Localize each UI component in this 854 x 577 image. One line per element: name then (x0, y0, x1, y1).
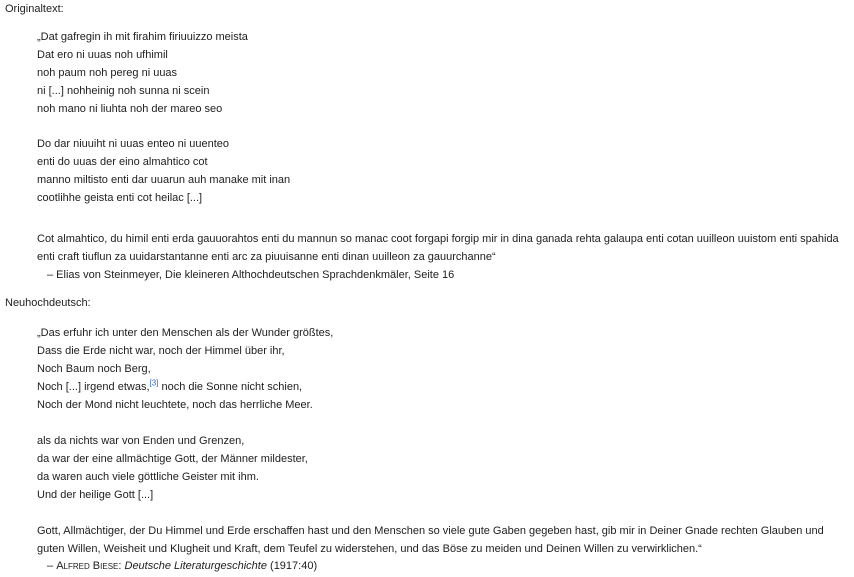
original-stanza-2 (37, 135, 290, 207)
poem-line: enti do uuas der eino almahtico cot (37, 156, 208, 168)
modern-prose: Gott, Allmächtiger, der Du Himmel und Erde erschaffen hast und den Menschen so viele gute Gaben gegeben hast, gib mir in Deiner Gnade rechten Glauben und guten Willen, Weisheit und Klugheit und Kraft, dem Teufel zu widerstehen, und das Böse zu meiden und Deinen Willen zu verwirklichen.“ (37, 525, 824, 555)
attribution-author: Alfred Biese (56, 560, 119, 572)
poem-line: da waren auch viele göttliche Geister mit ihm. (37, 471, 259, 483)
poem-line (37, 378, 333, 396)
poem-line: cootlihhe geista enti cot heilac [...] (37, 192, 203, 204)
modern-stanza-2 (37, 432, 308, 504)
attribution-dash: – (47, 560, 57, 572)
attribution-title: Deutsche Literaturgeschichte (124, 560, 267, 572)
poem-line: noh paum noh pereg ni uuas (37, 67, 178, 79)
poem-line: Noch der Mond nicht leuchtete, noch das herrliche Meer. (37, 399, 313, 411)
poem-line: Dass die Erde nicht war, noch der Himmel über ihr, (37, 345, 285, 357)
poem-line: Und der heilige Gott [...] (37, 489, 154, 501)
poem-line: Do dar niuuiht ni uuas enteo ni uuenteo (37, 138, 230, 150)
original-attribution: – Elias von Steinmeyer, Die kleineren Althochdeutschen Sprachdenkmäler, Seite 16 (47, 269, 455, 281)
poem-line: Dat ero ni uuas noh ufhimil (37, 49, 168, 61)
original-prose: Cot almahtico, du himil enti erda gauuorahtos enti du mannun so manac coot forgapi forgip mir in dina ganada rehta galaupa enti cotan uuilleon uuistom enti spahida enti craft tiuflun za uuidarstantanne enti arc za piuuisanne enti dinan uuilleon za gauurchanne“ (37, 233, 839, 263)
attribution-separator: : (118, 560, 125, 572)
heading-originaltext: Originaltext: (5, 3, 64, 15)
attribution-year: (1917:40) (266, 560, 318, 572)
poem-line: da war der eine allmächtige Gott, der Männer mildester, (37, 453, 308, 465)
poem-line: „Das erfuhr ich unter den Menschen als der Wunder größtes, (37, 327, 334, 339)
poem-line: ni [...] nohheinig noh sunna ni scein (37, 85, 210, 97)
footnote-link[interactable]: [3] (149, 378, 159, 388)
modern-attribution (47, 557, 317, 575)
heading-neuhochdeutsch: Neuhochdeutsch: (5, 297, 91, 309)
poem-line: als da nichts war von Enden und Grenzen, (37, 435, 245, 447)
poem-line: noh mano ni liuhta noh der mareo seo (37, 103, 223, 115)
poem-line: manno miltisto enti dar uuarun auh manake mit inan (37, 174, 291, 186)
modern-stanza-1 (37, 324, 333, 414)
poem-line-text: noch die Sonne nicht schien, (158, 381, 303, 393)
poem-line: „Dat gafregin ih mit firahim firiuuizzo meista (37, 31, 248, 43)
poem-line-text: Noch [...] irgend etwas, (37, 381, 150, 393)
poem-line: Noch Baum noch Berg, (37, 363, 151, 375)
original-stanza-1 (37, 28, 248, 118)
